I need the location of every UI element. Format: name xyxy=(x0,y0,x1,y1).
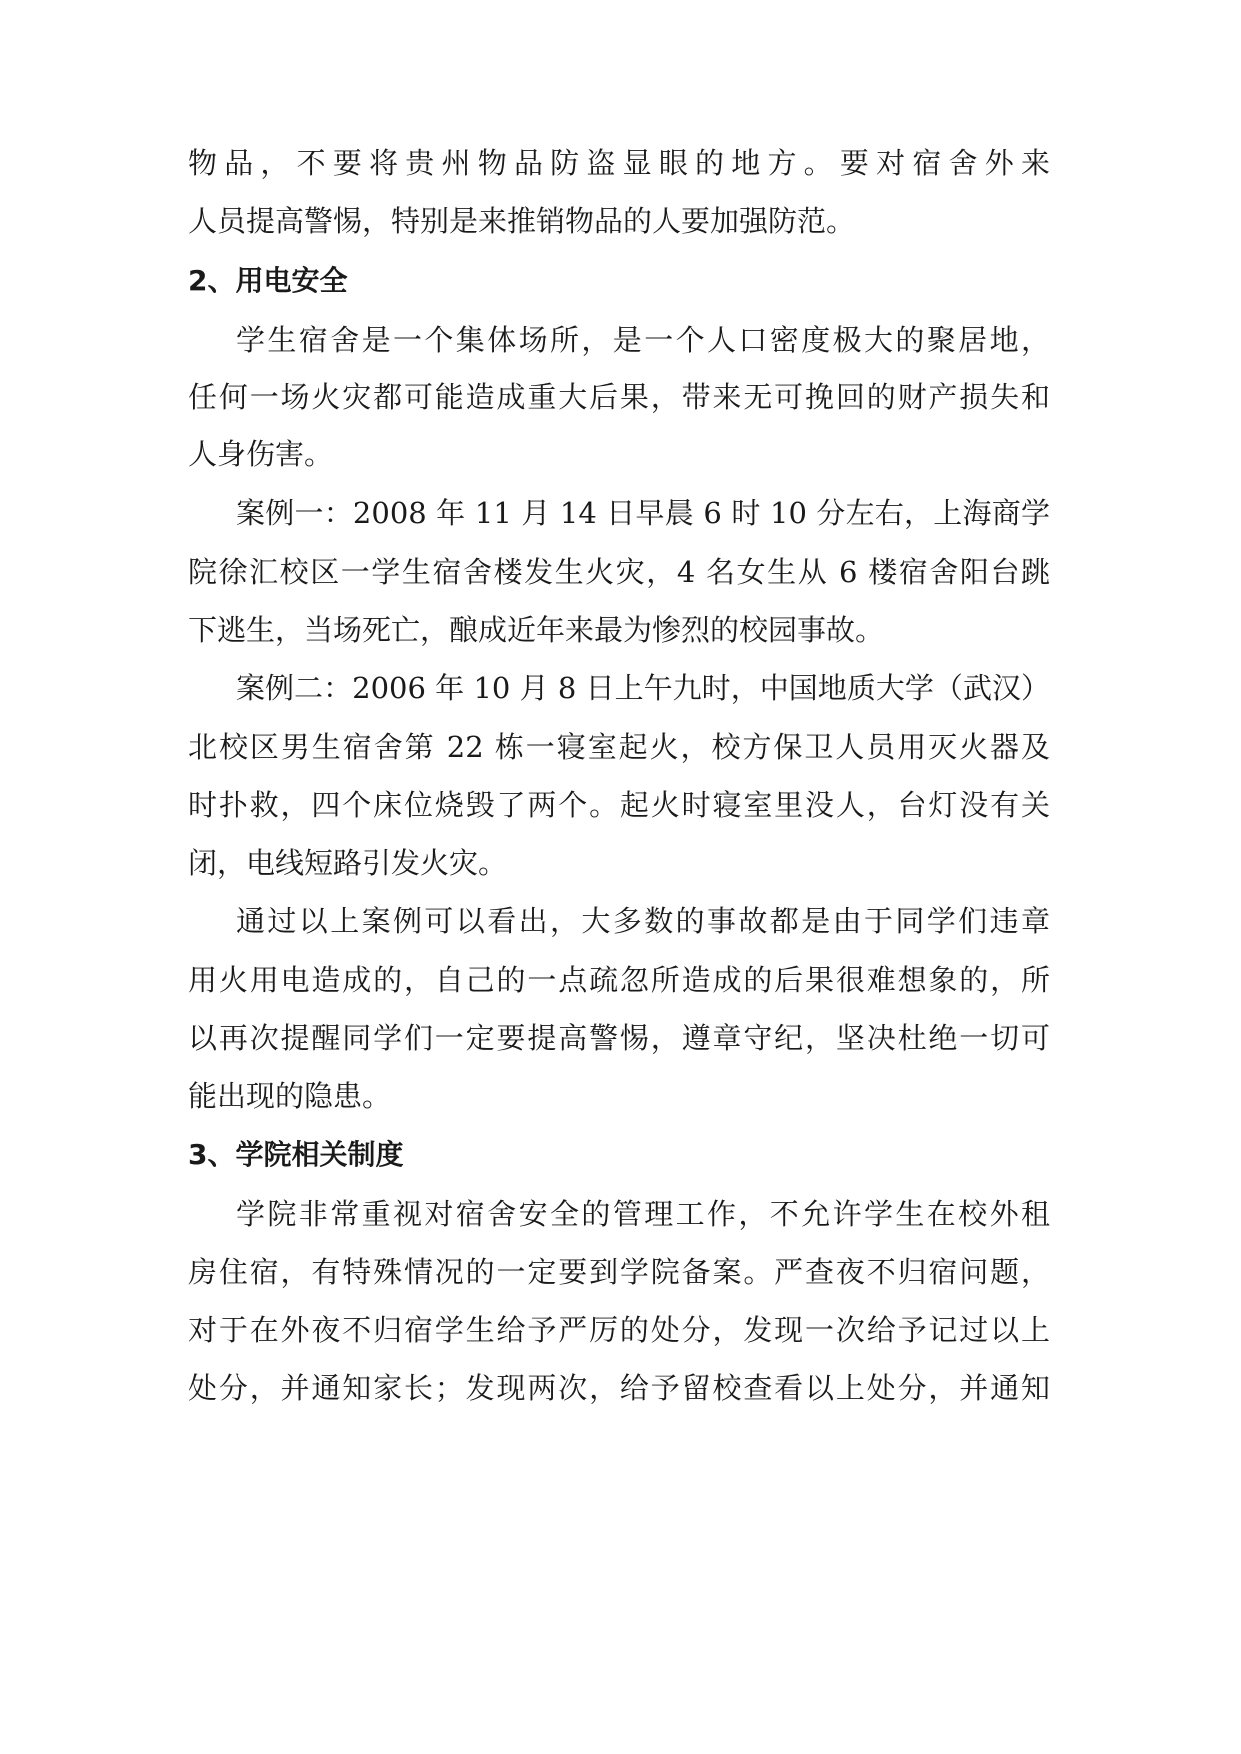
text-line: 下逃生，当场死亡，酿成近年来最为惨烈的校园事故。 xyxy=(188,613,885,647)
paragraph-first-line: 案例二：2006 年 10 月 8 日上午九时，中国地质大学（武汉） xyxy=(236,671,1050,705)
paragraph-first-line: 案例一：2008 年 11 月 14 日早晨 6 时 10 分左右，上海商学 xyxy=(236,496,1050,530)
text-line: 物品，不要将贵州物品防盗显眼的地方。要对宿舍外来 xyxy=(188,146,1050,180)
paragraph-first-line: 学院非常重视对宿舍安全的管理工作，不允许学生在校外租 xyxy=(236,1197,1050,1231)
text-line: 用火用电造成的，自己的一点疏忽所造成的后果很难想象的，所 xyxy=(188,963,1050,997)
text-line: 人身伤害。 xyxy=(188,437,334,471)
text-line: 对于在外夜不归宿学生给予严厉的处分，发现一次给予记过以上 xyxy=(188,1313,1050,1347)
text-line: 房住宿，有特殊情况的一定要到学院备案。严查夜不归宿问题， xyxy=(188,1255,1050,1289)
text-line: 闭，电线短路引发火灾。 xyxy=(188,846,508,880)
text-line: 处分，并通知家长；发现两次，给予留校查看以上处分，并通知 xyxy=(188,1371,1050,1405)
text-line: 以再次提醒同学们一定要提高警惕，遵章守纪，坚决杜绝一切可 xyxy=(188,1021,1050,1055)
text-line: 人员提高警惕，特别是来推销物品的人要加强防范。 xyxy=(188,204,856,238)
text-line: 任何一场火灾都可能造成重大后果，带来无可挽回的财产损失和 xyxy=(188,380,1050,414)
text-line: 院徐汇校区一学生宿舍楼发生火灾，4 名女生从 6 楼宿舍阳台跳 xyxy=(188,555,1050,589)
section-heading: 3、学院相关制度 xyxy=(188,1138,404,1171)
paragraph-first-line: 学生宿舍是一个集体场所，是一个人口密度极大的聚居地， xyxy=(236,323,1050,357)
text-line: 北校区男生宿舍第 22 栋一寝室起火，校方保卫人员用灭火器及 xyxy=(188,730,1050,764)
text-line: 时扑救，四个床位烧毁了两个。起火时寝室里没人，台灯没有关 xyxy=(188,788,1050,822)
section-heading: 2、用电安全 xyxy=(188,264,348,297)
text-line: 能出现的隐患。 xyxy=(188,1079,392,1113)
paragraph-first-line: 通过以上案例可以看出，大多数的事故都是由于同学们违章 xyxy=(236,904,1050,938)
